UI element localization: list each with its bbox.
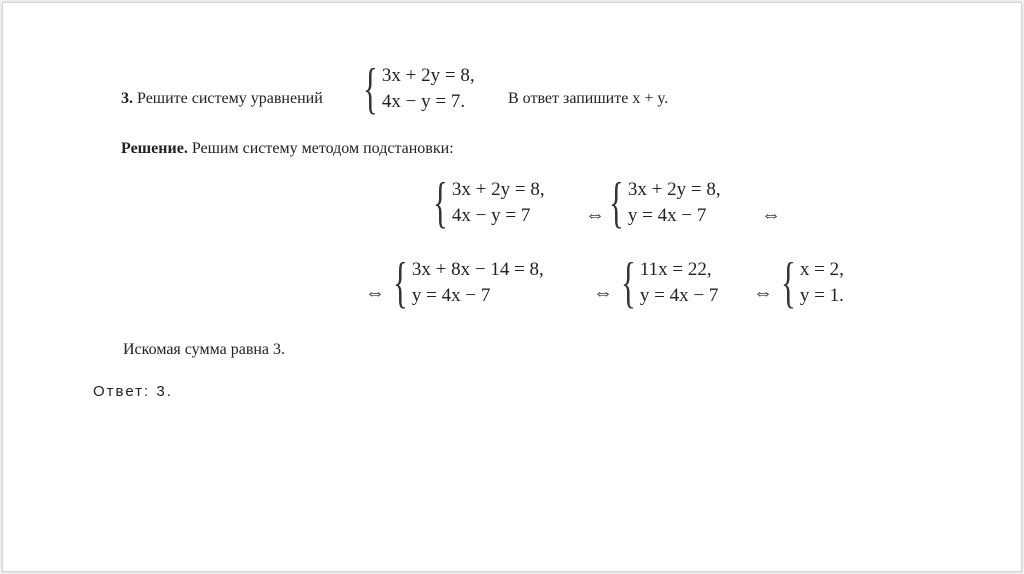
solution-text: Решим систему методом подстановки: bbox=[191, 140, 454, 157]
equation: 3x + 2y = 8, bbox=[381, 65, 475, 86]
brace: { bbox=[609, 172, 624, 234]
equivalence-symbol: ⇔ bbox=[365, 282, 385, 304]
brace: { bbox=[363, 58, 378, 120]
equation: x = 2, bbox=[799, 259, 844, 280]
equation: 4x − y = 7 bbox=[451, 205, 531, 226]
slide bbox=[2, 2, 1022, 572]
equivalence-symbol: ⇔ bbox=[761, 204, 781, 226]
brace: { bbox=[621, 252, 636, 314]
equivalence-symbol: ⇔ bbox=[753, 282, 773, 304]
equation: y = 4x − 7 bbox=[627, 205, 707, 226]
equation: 11x = 22, bbox=[639, 259, 712, 280]
equation: 3x + 8x − 14 = 8, bbox=[411, 259, 544, 280]
problem-statement bbox=[121, 89, 323, 109]
system-step-4 bbox=[621, 252, 719, 314]
equation: y = 4x − 7 bbox=[639, 285, 719, 306]
system-step-5 bbox=[781, 252, 844, 314]
equation: 3x + 2y = 8, bbox=[627, 179, 721, 200]
problem-system bbox=[363, 58, 475, 120]
brace: { bbox=[433, 172, 448, 234]
system-step-3 bbox=[393, 252, 544, 314]
equation: y = 1. bbox=[799, 285, 844, 306]
equivalence-symbol: ⇔ bbox=[593, 282, 613, 304]
equation: 4x − y = 7. bbox=[381, 91, 466, 112]
solution-heading: Решение. bbox=[121, 140, 188, 157]
system-step-2 bbox=[609, 172, 721, 234]
equivalence-symbol: ⇔ bbox=[585, 204, 605, 226]
equation: 3x + 2y = 8, bbox=[451, 179, 545, 200]
problem-after-text: В ответ запишите x + y. bbox=[508, 90, 669, 107]
equation: y = 4x − 7 bbox=[411, 285, 491, 306]
conclusion-text: Искомая сумма равна 3. bbox=[123, 341, 286, 358]
problem-number: 3. bbox=[121, 90, 133, 107]
system-step-1 bbox=[433, 172, 545, 234]
brace: { bbox=[393, 252, 408, 314]
brace: { bbox=[781, 252, 796, 314]
problem-text: Решите систему уравнений bbox=[137, 90, 323, 107]
solution-intro bbox=[121, 139, 454, 159]
answer-text: Ответ: 3. bbox=[93, 383, 173, 400]
